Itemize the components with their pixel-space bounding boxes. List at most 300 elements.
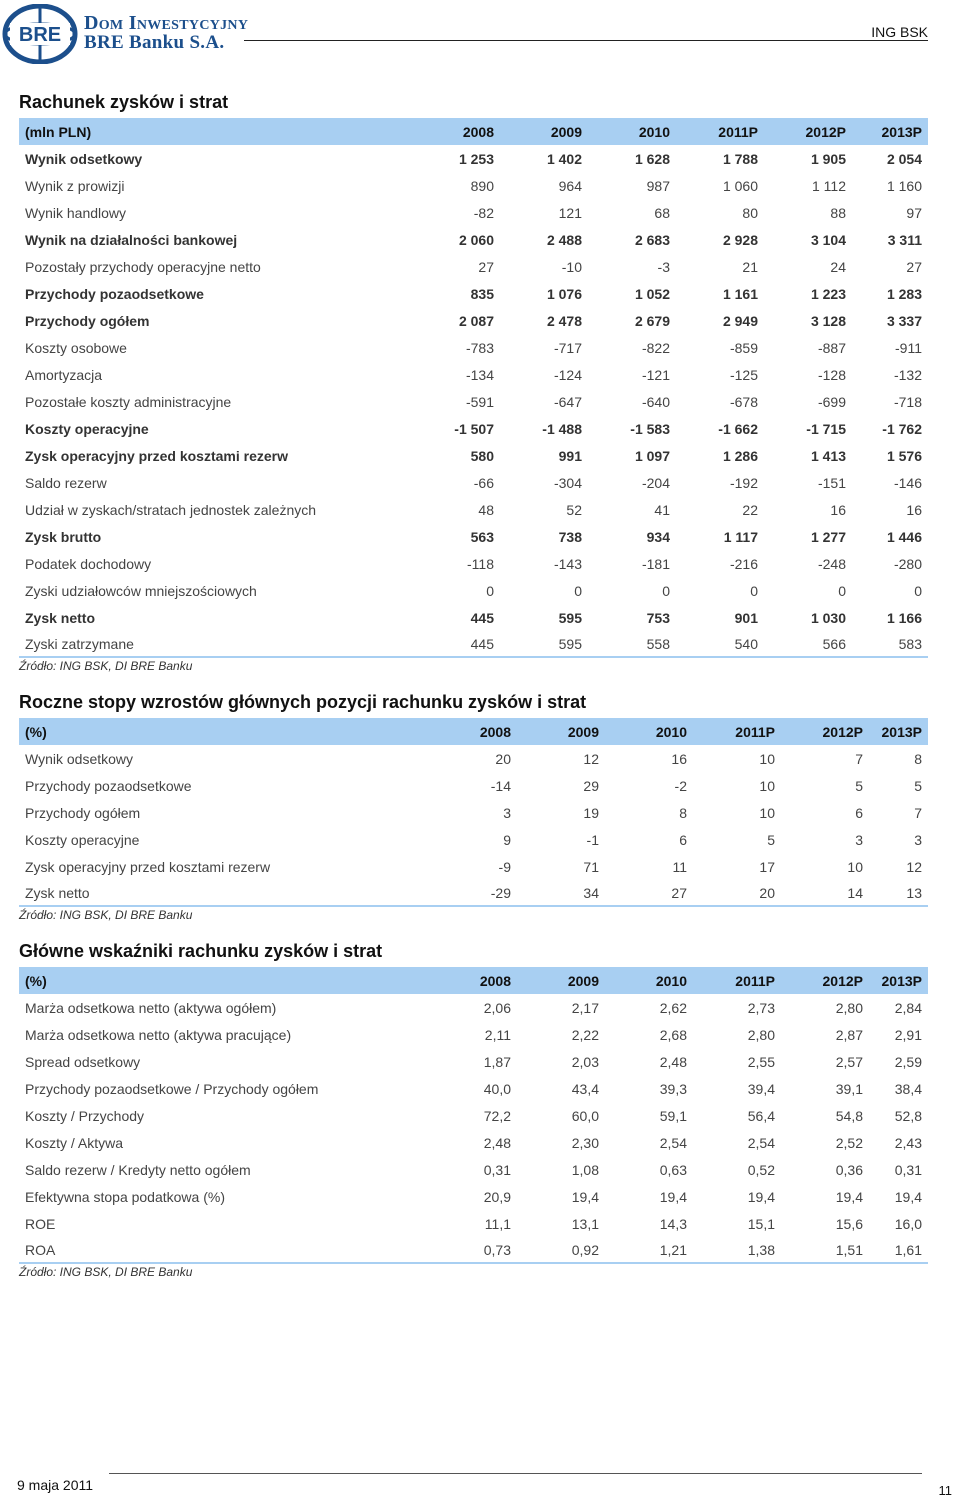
cell-value: -859 (729, 339, 758, 356)
cell-value: -640 (641, 393, 670, 410)
cell-value: 991 (558, 447, 582, 464)
cell-value: -1 583 (630, 420, 670, 437)
cell-value: 60,0 (571, 1107, 599, 1124)
cell-value: 12 (583, 750, 599, 767)
cell-value: -216 (729, 555, 758, 572)
source-note: Źródło: ING BSK, DI BRE Banku (19, 659, 193, 673)
bre-globe-logo-icon (2, 4, 78, 64)
cell-value: 2,48 (483, 1134, 511, 1151)
cell-value: 48 (478, 501, 494, 518)
column-header-year: 2010 (605, 967, 693, 994)
cell-value: -29 (429, 880, 517, 906)
cell-value: 20 (693, 880, 781, 906)
cell-value: -134 (465, 366, 494, 383)
cell-value: 595 (500, 631, 588, 657)
cell-value: 5 (855, 777, 863, 794)
cell-value: 934 (646, 528, 670, 545)
cell-value: 1 060 (722, 177, 758, 194)
table-row (19, 307, 928, 334)
cell-value: 10 (759, 777, 775, 794)
column-header-year: 2008 (429, 718, 517, 745)
cell-value: -143 (553, 555, 582, 572)
row-label: Amortyzacja (25, 366, 103, 383)
table-row (19, 361, 928, 388)
cell-value: 6 (679, 831, 687, 848)
cell-value: 8 (679, 804, 687, 821)
cell-value: 2,54 (747, 1134, 775, 1151)
cell-value: -678 (729, 393, 758, 410)
cell-value: 88 (830, 204, 846, 221)
cell-value: 1 160 (886, 177, 922, 194)
table-row (19, 772, 928, 799)
row-label: Zyski udziałowców mniejszościowych (25, 582, 257, 599)
cell-value: 19,4 (835, 1188, 863, 1205)
cell-value: 0 (574, 582, 582, 599)
cell-value: 20 (495, 750, 511, 767)
column-header-year: 2012P (781, 967, 869, 994)
cell-value: 27 (478, 258, 494, 275)
table-row (19, 199, 928, 226)
table-row (19, 1102, 928, 1129)
cell-value: 2,03 (571, 1053, 599, 1070)
cell-value: 2,62 (659, 999, 687, 1016)
table-row (19, 631, 928, 657)
table-row (19, 388, 928, 415)
cell-value: 3 (503, 804, 511, 821)
row-label: Wynik odsetkowy (25, 150, 143, 167)
cell-value: 0,36 (835, 1161, 863, 1178)
cell-value: 1 283 (886, 285, 922, 302)
table-row (19, 496, 928, 523)
cell-value: -3 (657, 258, 670, 275)
table-row (19, 469, 928, 496)
cell-value: 2,87 (835, 1026, 863, 1043)
table-row (19, 853, 928, 880)
cell-value: 5 (914, 777, 922, 794)
cell-value: 2 060 (458, 231, 494, 248)
cell-value: 59,1 (659, 1107, 687, 1124)
column-header-year: 2011P (676, 118, 764, 145)
table-row (19, 1021, 928, 1048)
cell-value: -718 (893, 393, 922, 410)
cell-value: 39,4 (747, 1080, 775, 1097)
cell-value: 1 576 (886, 447, 922, 464)
cell-value: 1 117 (723, 528, 758, 545)
cell-value: 2 683 (634, 231, 670, 248)
row-label: Spread odsetkowy (25, 1053, 141, 1070)
row-label: Koszty operacyjne (25, 420, 149, 437)
cell-value: 52,8 (894, 1107, 922, 1124)
cell-value: 27 (605, 880, 693, 906)
cell-value: 2 928 (722, 231, 758, 248)
row-label: Zysk operacyjny przed kosztami rezerw (25, 858, 271, 875)
row-label: Koszty osobowe (25, 339, 127, 356)
cell-value: 12 (906, 858, 922, 875)
column-header-year: 2008 (429, 967, 517, 994)
cell-value: -1 488 (542, 420, 582, 437)
row-label: Koszty / Przychody (25, 1107, 145, 1124)
cell-value: -9 (498, 858, 511, 875)
cell-value: 0 (662, 582, 670, 599)
cell-value: 595 (558, 609, 582, 626)
table-row (19, 826, 928, 853)
cell-value: 1,21 (605, 1237, 693, 1263)
section-income-statement (19, 90, 928, 674)
row-label: Koszty operacyjne (25, 831, 140, 848)
table-row (19, 1156, 928, 1183)
column-header-year: 2009 (500, 118, 588, 145)
cell-value: 2,55 (747, 1053, 775, 1070)
cell-value: 56,4 (747, 1107, 775, 1124)
table-row (19, 1075, 928, 1102)
cell-value: 2,17 (571, 999, 599, 1016)
column-header-year: 2013P (869, 967, 928, 994)
cell-value: 19,4 (571, 1188, 599, 1205)
row-label: Udział w zyskach/stratach jednostek zależnych (25, 501, 317, 518)
cell-value: 2 478 (546, 312, 582, 329)
cell-value: 0,31 (894, 1161, 922, 1178)
cell-value: 14 (781, 880, 869, 906)
cell-value: 38,4 (894, 1080, 922, 1097)
row-label: Efektywna stopa podatkowa (%) (25, 1188, 225, 1205)
section-title: Roczne stopy wzrostów głównych pozycji rachunku zysków i strat (19, 692, 587, 712)
cell-value: 15,1 (747, 1215, 775, 1232)
table-row (19, 334, 928, 361)
cell-value: -591 (465, 393, 494, 410)
cell-value: -204 (641, 474, 670, 491)
cell-value: 54,8 (835, 1107, 863, 1124)
cell-value: 19 (583, 804, 599, 821)
section-title: Główne wskaźniki rachunku zysków i strat (19, 941, 383, 961)
cell-value: 558 (588, 631, 676, 657)
cell-value: 2,91 (894, 1026, 922, 1043)
cell-value: 39,1 (835, 1080, 863, 1097)
cell-value: 1 076 (546, 285, 582, 302)
cell-value: 901 (734, 609, 758, 626)
row-label: ROA (19, 1237, 429, 1263)
cell-value: 0,73 (429, 1237, 517, 1263)
cell-value: 39,3 (659, 1080, 687, 1097)
cell-value: 19,4 (894, 1188, 922, 1205)
cell-value: -14 (490, 777, 511, 794)
column-header-year: 2010 (588, 118, 676, 145)
cell-value: 2,54 (659, 1134, 687, 1151)
cell-value: 2 087 (458, 312, 494, 329)
cell-value: 43,4 (571, 1080, 599, 1097)
column-header-year: 2012P (764, 118, 852, 145)
row-label: Przychody pozaodsetkowe (25, 777, 192, 794)
cell-value: 1 161 (722, 285, 758, 302)
row-label: Zysk netto (25, 609, 96, 626)
cell-value: -181 (641, 555, 670, 572)
cell-value: 15,6 (835, 1215, 863, 1232)
row-label: Zysk operacyjny przed kosztami rezerw (25, 447, 288, 464)
cell-value: 2,52 (835, 1134, 863, 1151)
cell-value: 1 402 (546, 150, 582, 167)
row-label: Zysk netto (19, 880, 429, 906)
cell-value: 1,08 (571, 1161, 599, 1178)
cell-value: 566 (764, 631, 852, 657)
column-header-unit: (mln PLN) (19, 118, 412, 145)
cell-value: -151 (817, 474, 846, 491)
table-row (19, 280, 928, 307)
header-divider (244, 40, 928, 41)
row-label: Marża odsetkowa netto (aktywa pracujące) (25, 1026, 292, 1043)
column-header-year: 2009 (517, 967, 605, 994)
cell-value: 13 (869, 880, 928, 906)
cell-value: 0 (486, 582, 494, 599)
cell-value: 10 (759, 804, 775, 821)
cell-value: 24 (830, 258, 846, 275)
table-row (19, 994, 928, 1021)
row-label: ROE (25, 1215, 56, 1232)
cell-value: 11,1 (484, 1215, 511, 1232)
cell-value: 1 905 (810, 150, 846, 167)
cell-value: 1 446 (886, 528, 922, 545)
cell-value: 11 (672, 858, 687, 875)
row-label: Zysk brutto (25, 528, 102, 545)
cell-value: 0,31 (483, 1161, 511, 1178)
cell-value: -1 662 (718, 420, 758, 437)
row-label: Koszty / Aktywa (25, 1134, 124, 1151)
cell-value: 2,43 (894, 1134, 922, 1151)
cell-value: 835 (470, 285, 494, 302)
cell-value: 0,63 (659, 1161, 687, 1178)
cell-value: -1 (586, 831, 599, 848)
table-row (19, 604, 928, 631)
table-row (19, 1129, 928, 1156)
cell-value: 1,51 (781, 1237, 869, 1263)
cell-value: 0,92 (517, 1237, 605, 1263)
cell-value: 16,0 (894, 1215, 922, 1232)
column-header-year: 2013P (869, 718, 928, 745)
table-row (19, 253, 928, 280)
cell-value: 1 112 (812, 177, 846, 194)
cell-value: 2,84 (894, 999, 922, 1016)
cell-value: 7 (914, 804, 922, 821)
cell-value: 540 (676, 631, 764, 657)
cell-value: 19,4 (747, 1188, 775, 1205)
page-footer (17, 1473, 952, 1498)
cell-value: 1,87 (483, 1053, 511, 1070)
cell-value: -647 (553, 393, 582, 410)
row-label: Pozostałe koszty administracyjne (25, 393, 232, 410)
column-header-year: 2009 (517, 718, 605, 745)
cell-value: 6 (855, 804, 863, 821)
cell-value: 13,1 (571, 1215, 599, 1232)
footer-date: 9 maja 2011 (17, 1477, 94, 1493)
cell-value: 8 (914, 750, 922, 767)
cell-value: 580 (470, 447, 494, 464)
footer-divider (109, 1473, 922, 1474)
cell-value: 71 (583, 858, 599, 875)
cell-value: 445 (412, 631, 500, 657)
source-note: Źródło: ING BSK, DI BRE Banku (19, 908, 193, 922)
cell-value: -118 (467, 555, 494, 572)
cell-value: 19,4 (659, 1188, 687, 1205)
column-header-year: 2013P (852, 118, 928, 145)
cell-value: 0,52 (747, 1161, 775, 1178)
table-row (19, 745, 928, 772)
cell-value: 80 (742, 204, 758, 221)
page-header (0, 0, 960, 70)
cell-value: 0 (750, 582, 758, 599)
row-label: Wynik odsetkowy (25, 750, 134, 767)
cell-value: -66 (473, 474, 494, 491)
table-row (19, 226, 928, 253)
cell-value: 738 (558, 528, 582, 545)
section-growth-rates (19, 690, 928, 923)
section-title: Rachunek zysków i strat (19, 92, 229, 112)
table-row (19, 172, 928, 199)
cell-value: 1 788 (722, 150, 758, 167)
cell-value: 29 (583, 777, 599, 794)
column-header-unit: (%) (19, 718, 429, 745)
cell-value: 3 311 (887, 231, 922, 248)
brand-line-1: Dom Inwestycyjny (84, 12, 249, 34)
cell-value: 3 (855, 831, 863, 848)
cell-value: 52 (566, 501, 582, 518)
cell-value: -717 (553, 339, 582, 356)
cell-value: 987 (646, 177, 670, 194)
cell-value: 2,80 (835, 999, 863, 1016)
cell-value: -1 715 (806, 420, 846, 437)
table-row (19, 523, 928, 550)
growth-rates-table (19, 718, 928, 907)
row-label: Wynik handlowy (25, 204, 127, 221)
table-row (19, 550, 928, 577)
cell-value: 72,2 (483, 1107, 511, 1124)
cell-value: 40,0 (483, 1080, 511, 1097)
cell-value: 10 (847, 858, 863, 875)
column-header-year: 2010 (605, 718, 693, 745)
cell-value: 563 (470, 528, 494, 545)
column-header-year: 2011P (693, 718, 781, 745)
cell-value: -192 (729, 474, 758, 491)
svg-text:BRE: BRE (18, 24, 62, 46)
cell-value: -2 (674, 777, 687, 794)
cell-value: 7 (855, 750, 863, 767)
cell-value: 964 (558, 177, 582, 194)
row-label: Saldo rezerw / Kredyty netto ogółem (25, 1161, 251, 1178)
cell-value: 21 (742, 258, 758, 275)
cell-value: 2,11 (484, 1026, 511, 1043)
income-statement-table (19, 118, 928, 658)
cell-value: 16 (830, 501, 846, 518)
cell-value: 121 (558, 204, 582, 221)
column-header-unit: (%) (19, 967, 429, 994)
cell-value: 2,80 (747, 1026, 775, 1043)
cell-value: 2,68 (659, 1026, 687, 1043)
cell-value: 3 128 (810, 312, 846, 329)
table-row (19, 1183, 928, 1210)
column-header-year: 2012P (781, 718, 869, 745)
cell-value: 9 (503, 831, 511, 848)
cell-value: 97 (906, 204, 922, 221)
row-label: Przychody pozaodsetkowe / Przychody ogółem (25, 1080, 319, 1097)
cell-value: 1 628 (634, 150, 670, 167)
cell-value: 20,9 (483, 1188, 511, 1205)
cell-value: 22 (742, 501, 758, 518)
cell-value: 27 (906, 258, 922, 275)
company-name: ING BSK (871, 24, 928, 40)
cell-value: 3 104 (810, 231, 846, 248)
row-label: Saldo rezerw (25, 474, 107, 491)
row-label: Wynik na działalności bankowej (25, 231, 238, 248)
cell-value: -125 (729, 366, 758, 383)
table-row (19, 442, 928, 469)
cell-value: 2,57 (835, 1053, 863, 1070)
page-number: 11 (938, 1483, 952, 1498)
cell-value: 2,48 (659, 1053, 687, 1070)
table-row (19, 880, 928, 906)
cell-value: -304 (553, 474, 582, 491)
brand-line-2: BRE Banku S.A. (84, 32, 225, 53)
cell-value: 1 277 (810, 528, 846, 545)
cell-value: -911 (895, 339, 922, 356)
cell-value: 890 (470, 177, 494, 194)
column-header-year: 2011P (693, 967, 781, 994)
cell-value: 1,38 (693, 1237, 781, 1263)
row-label: Pozostały przychody operacyjne netto (25, 258, 261, 275)
cell-value: 3 (914, 831, 922, 848)
cell-value: 1 052 (634, 285, 670, 302)
cell-value: 0 (914, 582, 922, 599)
cell-value: 583 (852, 631, 928, 657)
cell-value: 1 223 (810, 285, 846, 302)
cell-value: 17 (759, 858, 775, 875)
cell-value: 16 (906, 501, 922, 518)
row-label: Przychody pozaodsetkowe (25, 285, 204, 302)
cell-value: 1 030 (810, 609, 846, 626)
cell-value: -699 (817, 393, 846, 410)
cell-value: 0 (838, 582, 846, 599)
table-row (19, 1237, 928, 1263)
cell-value: 3 337 (886, 312, 922, 329)
table-row (19, 145, 928, 172)
cell-value: 2,30 (571, 1134, 599, 1151)
cell-value: 2 054 (886, 150, 922, 167)
cell-value: 41 (654, 501, 670, 518)
cell-value: 2 488 (546, 231, 582, 248)
source-note: Źródło: ING BSK, DI BRE Banku (19, 1265, 193, 1279)
table-row (19, 1210, 928, 1237)
table-row (19, 1048, 928, 1075)
cell-value: -132 (893, 366, 922, 383)
cell-value: -10 (561, 258, 582, 275)
cell-value: -887 (817, 339, 846, 356)
cell-value: 2,59 (894, 1053, 922, 1070)
cell-value: -783 (465, 339, 494, 356)
table-row (19, 415, 928, 442)
row-label: Przychody ogółem (25, 804, 141, 821)
cell-value: 34 (517, 880, 605, 906)
table-header-row (19, 118, 928, 145)
cell-value: -1 762 (882, 420, 922, 437)
cell-value: 1 166 (886, 609, 922, 626)
cell-value: -82 (473, 204, 494, 221)
column-header-year: 2008 (412, 118, 500, 145)
cell-value: 2,73 (747, 999, 775, 1016)
cell-value: -822 (641, 339, 670, 356)
brand-name (84, 13, 248, 53)
cell-value: 2,22 (571, 1026, 599, 1043)
cell-value: -121 (641, 366, 670, 383)
cell-value: -128 (817, 366, 846, 383)
cell-value: -248 (817, 555, 846, 572)
row-label: Wynik z prowizji (25, 177, 125, 194)
cell-value: 14,3 (659, 1215, 687, 1232)
